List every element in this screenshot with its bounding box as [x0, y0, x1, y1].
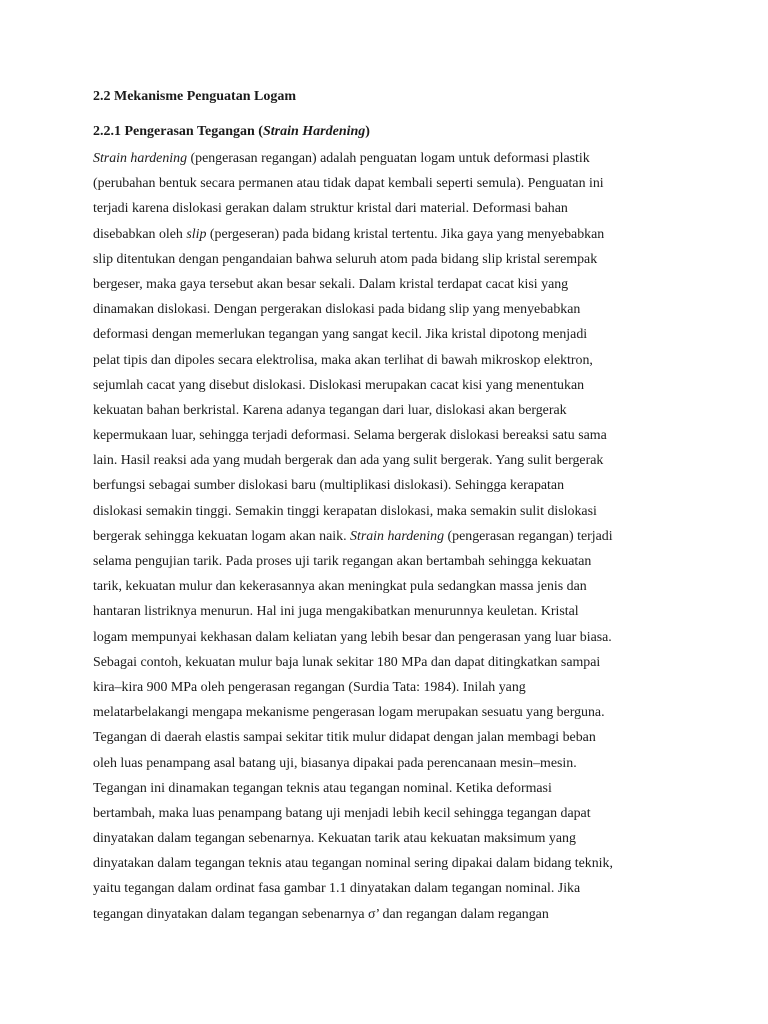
text-run: Sebagai contoh, kekuatan mulur baja lunak sekitar 180 MPa dan dapat ditingkatkan sampai	[93, 654, 601, 670]
document-page	[93, 86, 683, 927]
paragraph-line	[93, 448, 683, 473]
paragraph-line	[93, 247, 683, 272]
paragraph-line	[93, 196, 683, 221]
text-run: disebabkan oleh	[93, 226, 187, 242]
text-run: lain. Hasil reaksi ada yang mudah bergerak dan ada yang sulit bergerak. Yang sulit bergerak	[93, 453, 604, 469]
paragraph-line	[93, 272, 683, 297]
text-run: yaitu tegangan dalam ordinat fasa gambar 1.1 dinyatakan dalam tegangan nominal. Jika	[93, 881, 581, 897]
text-run: bergerak sehingga kekuatan logam akan naik.	[93, 528, 351, 544]
text-run: Tegangan ini dinamakan tegangan teknis atau tegangan nominal. Ketika deformasi	[93, 780, 552, 796]
paragraph-line	[93, 599, 683, 624]
subsection-heading	[93, 121, 683, 143]
paragraph-line	[93, 473, 683, 498]
section-heading: 2.2 Mekanisme Penguatan Logam	[93, 89, 296, 104]
paragraph-line	[93, 146, 683, 171]
text-run: deformasi dengan memerlukan tegangan yang sangat kecil. Jika kristal dipotong menjadi	[93, 327, 588, 343]
paragraph-line	[93, 574, 683, 599]
text-run: kira–kira 900 MPa oleh pengerasan regangan (Surdia Tata: 1984). Inilah yang	[93, 679, 526, 695]
paragraph-line	[93, 499, 683, 524]
paragraph-line	[93, 826, 683, 851]
paragraph-line	[93, 373, 683, 398]
text-run: Tegangan di daerah elastis sampai sekitar titik mulur didapat dengan jalan membagi beban	[93, 730, 596, 746]
paragraph-line	[93, 348, 683, 373]
text-run: logam mempunyai kekhasan dalam keliatan yang lebih besar dan pengerasan yang luar biasa.	[93, 629, 612, 645]
text-run: dinyatakan dalam tegangan sebenarnya. Kekuatan tarik atau kekuatan maksimum yang	[93, 831, 576, 847]
paragraph-line	[93, 650, 683, 675]
text-run: (perubahan bentuk secara permanen atau tidak dapat kembali seperti semula). Penguatan ini	[93, 176, 604, 192]
text-run: dislokasi semakin tinggi. Semakin tinggi kerapatan dislokasi, maka semakin sulit dislokasi	[93, 503, 597, 519]
paragraph-line	[93, 423, 683, 448]
text-run: bertambah, maka luas penampang batang uji menjadi lebih kecil sehingga tegangan dapat	[93, 805, 591, 821]
text-run: pelat tipis dan dipoles secara elektrolisa, maka akan terlihat di bawah mikroskop elektron,	[93, 352, 593, 368]
paragraph-line	[93, 801, 683, 826]
subsection-heading-italic: Strain Hardening	[262, 124, 366, 139]
text-run: oleh luas penampang asal batang uji, biasanya dipakai pada perencanaan mesin–mesin.	[93, 755, 577, 771]
paragraph-line	[93, 851, 683, 876]
body-paragraph	[93, 146, 683, 927]
paragraph-line	[93, 675, 683, 700]
text-run: kepermukaan luar, sehingga terjadi deformasi. Selama bergerak dislokasi bereaksi satu sama	[93, 428, 607, 444]
text-run: (pengerasan regangan) terjadi	[444, 528, 613, 544]
text-run: (pergeseran) pada bidang kristal tertentu. Jika gaya yang menyebabkan	[206, 226, 605, 242]
paragraph-line	[93, 171, 683, 196]
paragraph-line	[93, 297, 683, 322]
text-run: terjadi karena dislokasi gerakan dalam struktur kristal dari material. Deformasi bahan	[93, 201, 568, 217]
text-run: slip ditentukan dengan pengandaian bahwa seluruh atom pada bidang slip kristal serempak	[93, 251, 598, 267]
text-run: dinyatakan dalam tegangan teknis atau tegangan nominal sering dipakai dalam bidang teknik,	[93, 856, 613, 872]
subsection-heading-prefix: 2.2.1 Pengerasan Tegangan (	[93, 124, 263, 139]
text-run: tegangan dinyatakan dalam tegangan sebenarnya σ’ dan regangan dalam regangan	[93, 906, 549, 922]
text-run: berfungsi sebagai sumber dislokasi baru (multiplikasi dislokasi). Sehingga kerapatan	[93, 478, 565, 494]
text-run: kekuatan bahan berkristal. Karena adanya tegangan dari luar, dislokasi akan bergerak	[93, 402, 567, 418]
italic-term: Strain hardening	[350, 528, 445, 544]
paragraph-line	[93, 398, 683, 423]
paragraph-line	[93, 725, 683, 750]
text-run: bergeser, maka gaya tersebut akan besar sekali. Dalam kristal terdapat cacat kisi yang	[93, 276, 569, 292]
paragraph-line	[93, 751, 683, 776]
text-run: tarik, kekuatan mulur dan kekerasannya akan meningkat pula sedangkan massa jenis dan	[93, 579, 587, 595]
paragraph-line	[93, 524, 683, 549]
text-run: sejumlah cacat yang disebut dislokasi. Dislokasi merupakan cacat kisi yang menentukan	[93, 377, 585, 393]
paragraph-line	[93, 902, 683, 927]
text-run: hantaran listriknya menurun. Hal ini juga mengakibatkan menurunnya keuletan. Kristal	[93, 604, 579, 620]
text-run: (pengerasan regangan) adalah penguatan logam untuk deformasi plastik	[187, 151, 590, 166]
paragraph-line	[93, 876, 683, 901]
italic-term: Strain hardening	[93, 151, 188, 166]
text-run: dinamakan dislokasi. Dengan pergerakan dislokasi pada bidang slip yang menyebabkan	[93, 302, 581, 318]
subsection-heading-suffix: )	[365, 124, 370, 139]
paragraph-line	[93, 322, 683, 347]
paragraph-line	[93, 776, 683, 801]
text-run: melatarbelakangi mengapa mekanisme pengerasan logam merupakan sesuatu yang berguna.	[93, 705, 605, 721]
paragraph-line	[93, 625, 683, 650]
italic-term: slip	[186, 226, 207, 242]
paragraph-line	[93, 222, 683, 247]
paragraph-line	[93, 700, 683, 725]
paragraph-line	[93, 549, 683, 574]
text-run: selama pengujian tarik. Pada proses uji tarik regangan akan bertambah sehingga kekuatan	[93, 554, 592, 569]
